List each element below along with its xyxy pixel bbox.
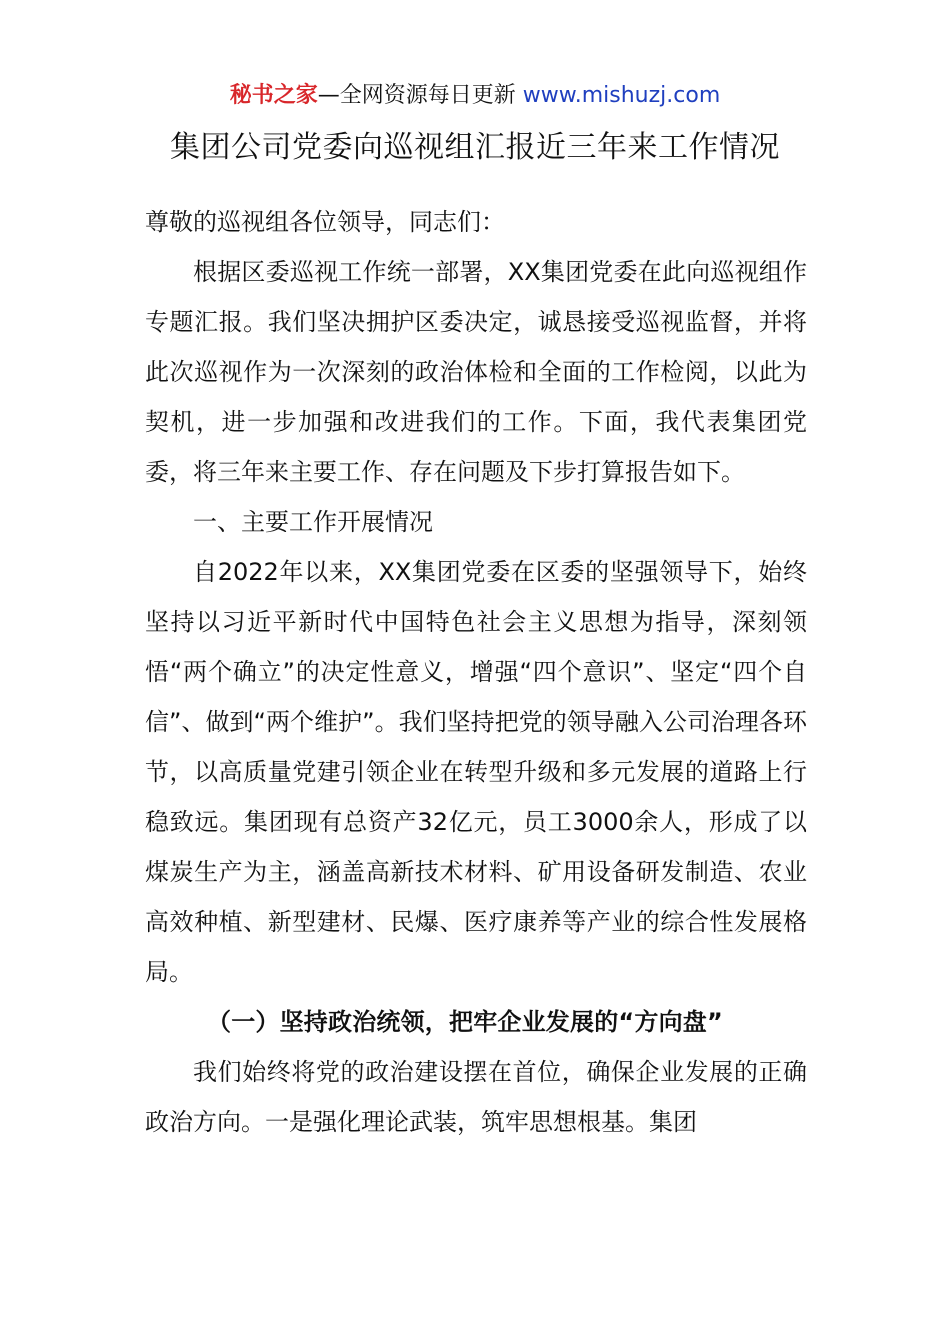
closing-paragraph: 我们始终将党的政治建设摆在首位，确保企业发展的正确政治方向。一是强化理论武装，筑牢思想根基。集团 (145, 1058, 807, 1136)
site-brand: 秘书之家 (229, 83, 318, 108)
site-banner (0, 80, 950, 112)
document-body (145, 197, 807, 1147)
document-title: 集团公司党委向巡视组汇报近三年来工作情况 (170, 130, 780, 165)
overview-paragraph: 自2022年以来，XX集团党委在区委的坚强领导下，始终坚持以习近平新时代中国特色社会主义思想为指导，深刻领悟“两个确立”的决定性意义，增强“四个意识”、坚定“四个自信”、做到“两个维护”。我们坚持把党的领导融入公司治理各环节，以高质量党建引领企业在转型升级和多元发展的道路上行稳致远。集团现有总资产32亿元，员工3000余人，形成了以煤炭生产为主，涵盖高新技术材料、矿用设备研发制造、农业高效种植、新型建材、民爆、医疗康养等产业的综合性发展格局。 (145, 558, 807, 986)
site-tagline: —全网资源每日更新 (317, 83, 523, 108)
salutation: 尊敬的巡视组各位领导，同志们： (145, 208, 505, 236)
subsection-heading: （一）坚持政治统领，把牢企业发展的“方向盘” (207, 1008, 723, 1036)
site-url-link[interactable]: www.mishuzj.com (522, 83, 721, 108)
section-heading: 一、主要工作开展情况 (193, 508, 433, 536)
intro-paragraph: 根据区委巡视工作统一部署，XX集团党委在此向巡视组作专题汇报。我们坚决拥护区委决定，诚恳接受巡视监督，并将此次巡视作为一次深刻的政治体检和全面的工作检阅，以此为契机，进一步加强和改进我们的工作。下面，我代表集团党委，将三年来主要工作、存在问题及下步打算报告如下。 (145, 258, 807, 486)
